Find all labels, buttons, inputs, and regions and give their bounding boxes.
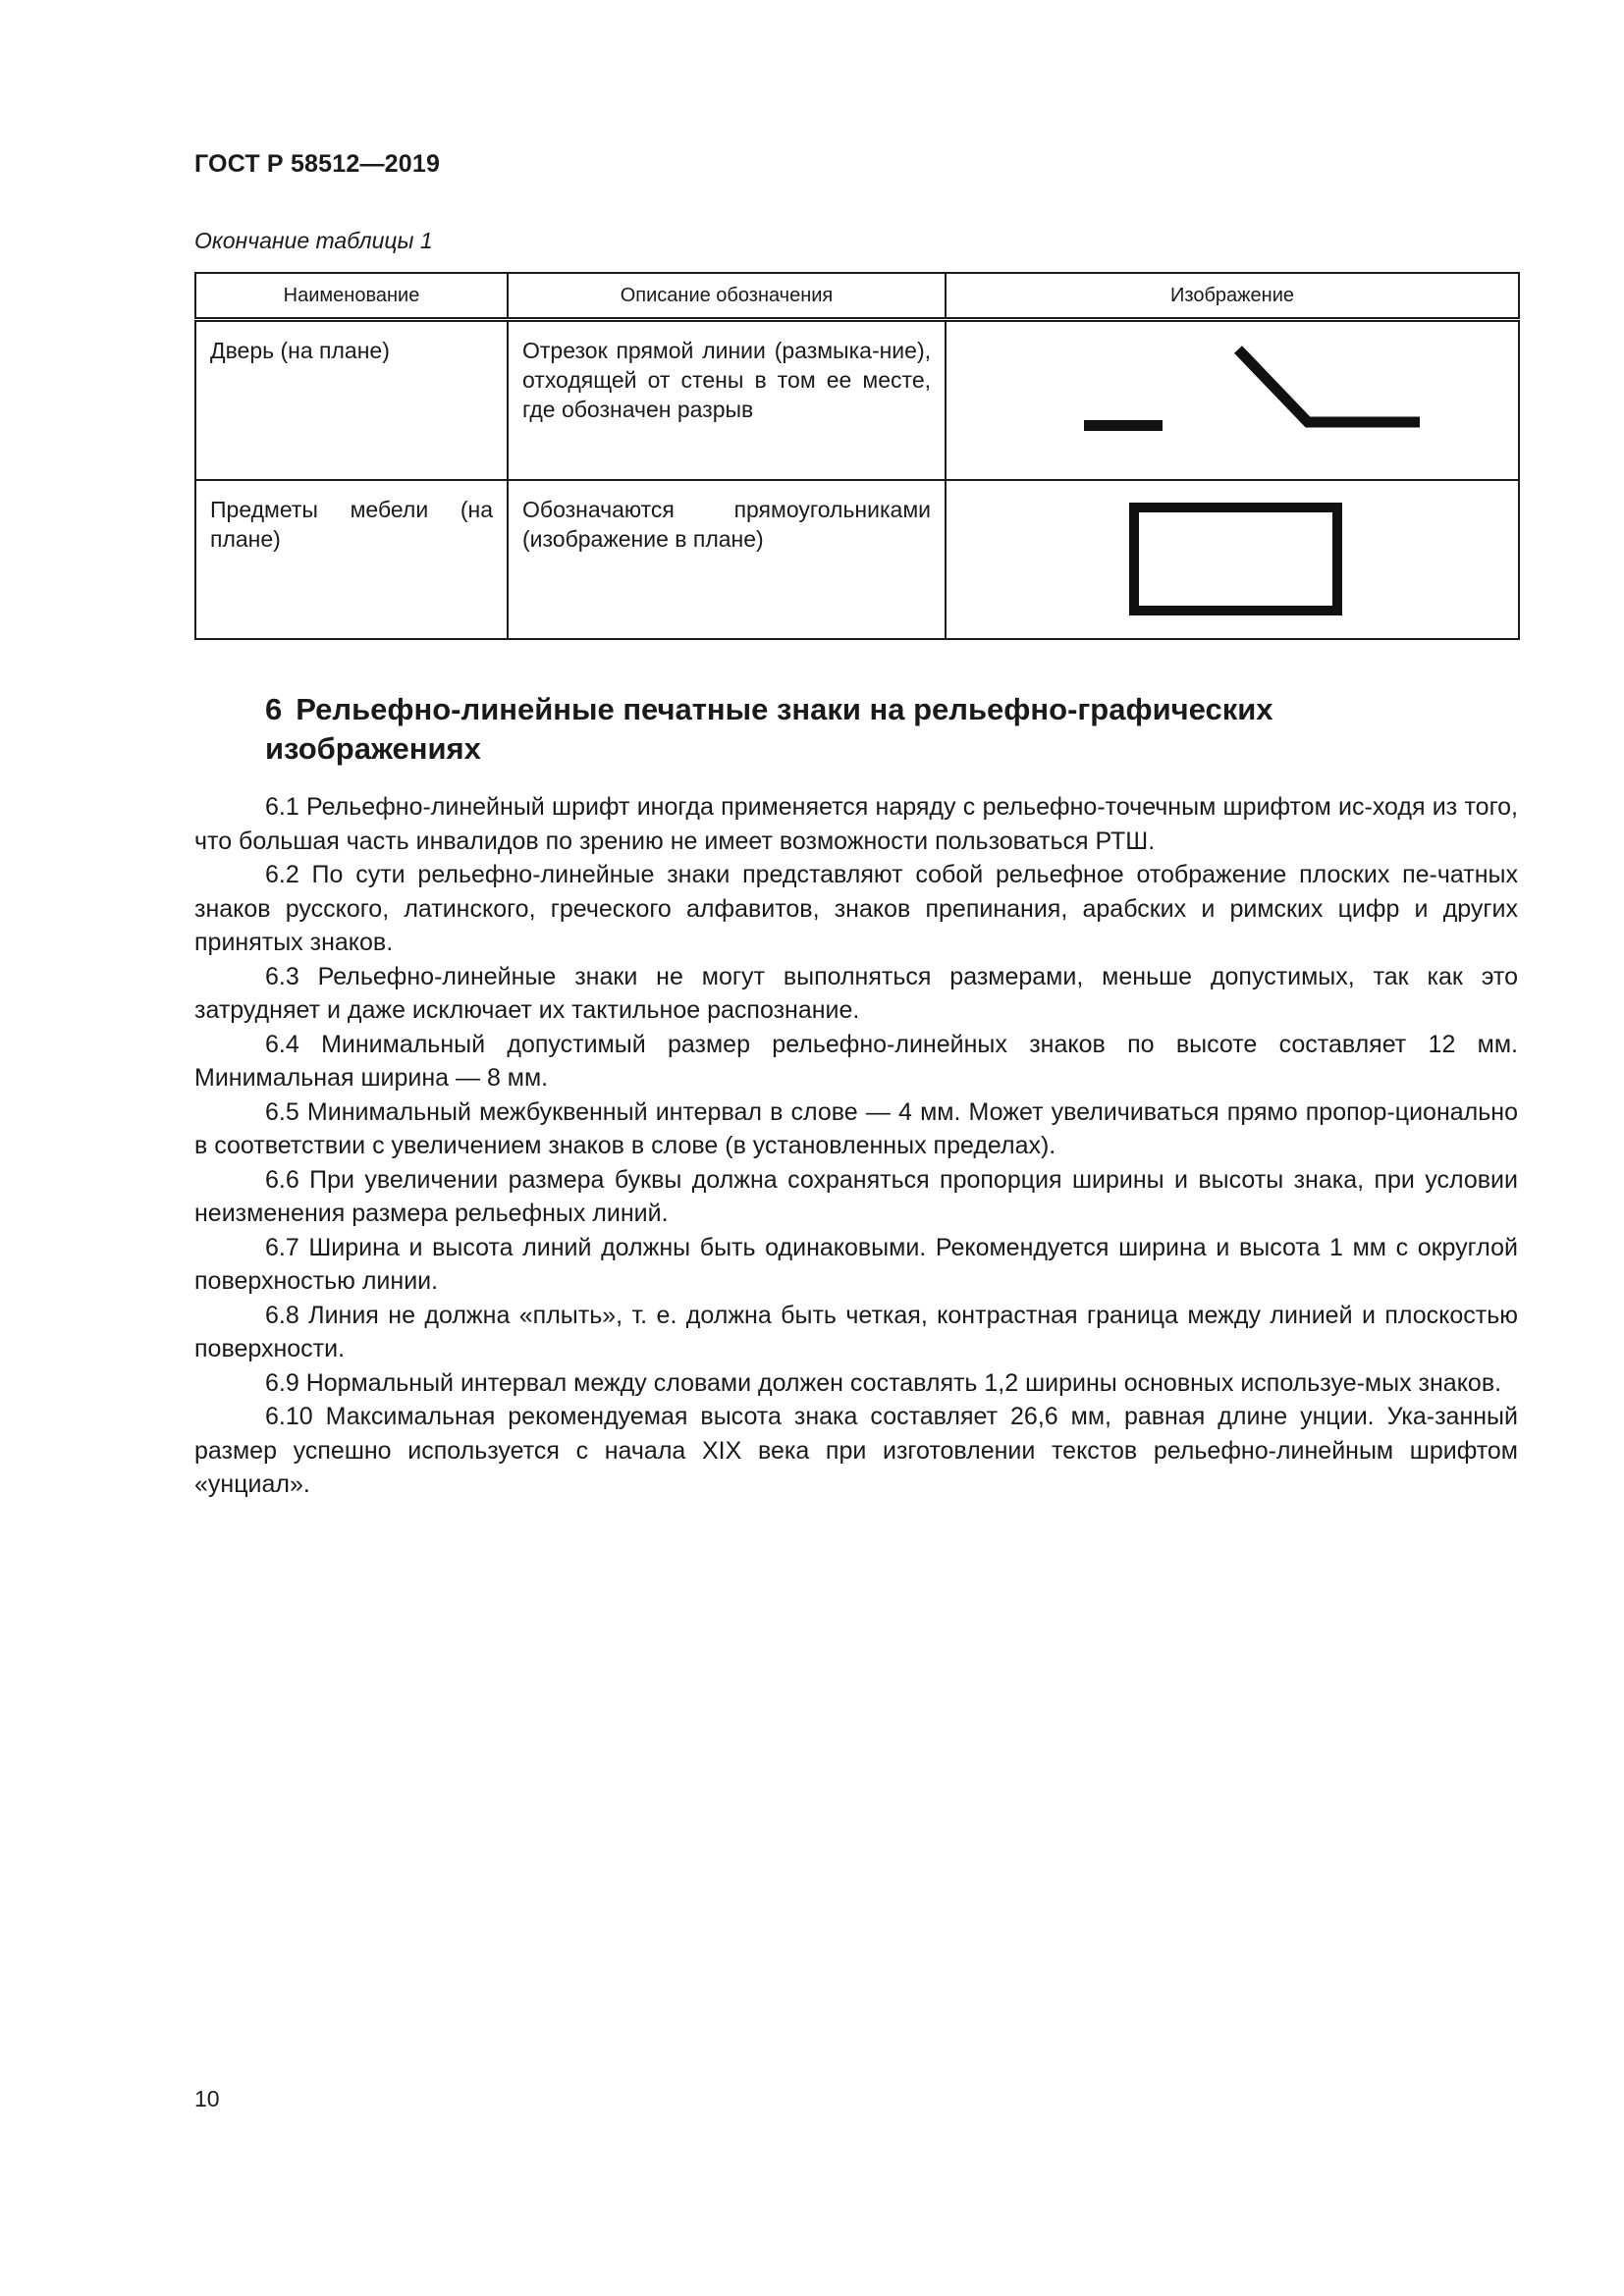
paragraph: 6.6 При увеличении размера буквы должна сохраняться пропорция ширины и высоты знака, при условии неизменения размера рельефных линий. — [194, 1165, 1518, 1227]
cell-description: Отрезок прямой линии (размыка-ние), отходящей от стены в том ее месте, где обозначен разрыв — [508, 320, 946, 481]
paragraph: 6.10 Максимальная рекомендуемая высота знака составляет 26,6 мм, равная длине унции. Ука-занный размер успешно используется с начала XIX века при изготовлении текстов рельефно-линейным шрифтом «унциал». — [194, 1403, 1518, 1498]
paragraph: 6.4 Минимальный допустимый размер рельефно-линейных знаков по высоте составляет 12 мм. Минимальная ширина — 8 мм. — [194, 1030, 1518, 1092]
cell-description: Обозначаются прямоугольниками (изображение в плане) — [508, 480, 946, 639]
cell-image — [946, 320, 1519, 481]
symbols-table — [194, 272, 1520, 640]
cell-name: Предметы мебели (на плане) — [195, 480, 508, 639]
section-number: 6 — [265, 692, 283, 726]
page-number: 10 — [194, 2086, 220, 2111]
paragraph: 6.3 Рельефно-линейные знаки не могут выполняться размерами, меньше допустимых, так как это затрудняет и даже исключает их тактильное распознание. — [194, 962, 1518, 1024]
section-body — [194, 790, 1518, 1502]
paragraph: 6.2 По сути рельефно-линейные знаки представляют собой рельефное отображение плоских пе-чатных знаков русского, латинского, греческого алфавитов, знаков препинания, арабских и римских цифр и других принятых знаков. — [194, 861, 1518, 956]
section-heading — [265, 690, 1404, 769]
cell-name: Дверь (на плане) — [195, 320, 508, 481]
table-row — [195, 480, 1519, 639]
door-symbol-icon — [947, 322, 1520, 479]
furniture-rectangle-icon — [947, 481, 1520, 638]
table-caption: Окончание таблицы 1 — [194, 228, 433, 253]
paragraph: 6.9 Нормальный интервал между словами должен составлять 1,2 ширины основных используе-мых знаков. — [265, 1368, 1502, 1397]
column-header-description: Описание обозначения — [508, 273, 946, 320]
standard-designation: ГОСТ Р 58512—2019 — [194, 150, 441, 178]
column-header-image: Изображение — [946, 273, 1519, 320]
table-row — [195, 320, 1519, 481]
paragraph: 6.1 Рельефно-линейный шрифт иногда применяется наряду с рельефно-точечным шрифтом ис-ходя из того, что большая часть инвалидов по зрению не имеет возможности пользоваться РТШ. — [194, 793, 1518, 855]
table-header-row — [195, 273, 1519, 320]
section-title: Рельефно-линейные печатные знаки на рельефно-графических изображениях — [265, 692, 1273, 766]
paragraph: 6.5 Минимальный межбуквенный интервал в слове — 4 мм. Может увеличиваться прямо пропор-ционально в соответствии с увеличением знаков в слове (в установленных пределах). — [194, 1097, 1518, 1159]
paragraph: 6.7 Ширина и высота линий должны быть одинаковыми. Рекомендуется ширина и высота 1 мм с округлой поверхностью линии. — [194, 1233, 1518, 1295]
paragraph: 6.8 Линия не должна «плыть», т. е. должна быть четкая, контрастная граница между линией и плоскостью поверхности. — [194, 1301, 1518, 1362]
cell-image — [946, 480, 1519, 639]
column-header-name: Наименование — [195, 273, 508, 320]
